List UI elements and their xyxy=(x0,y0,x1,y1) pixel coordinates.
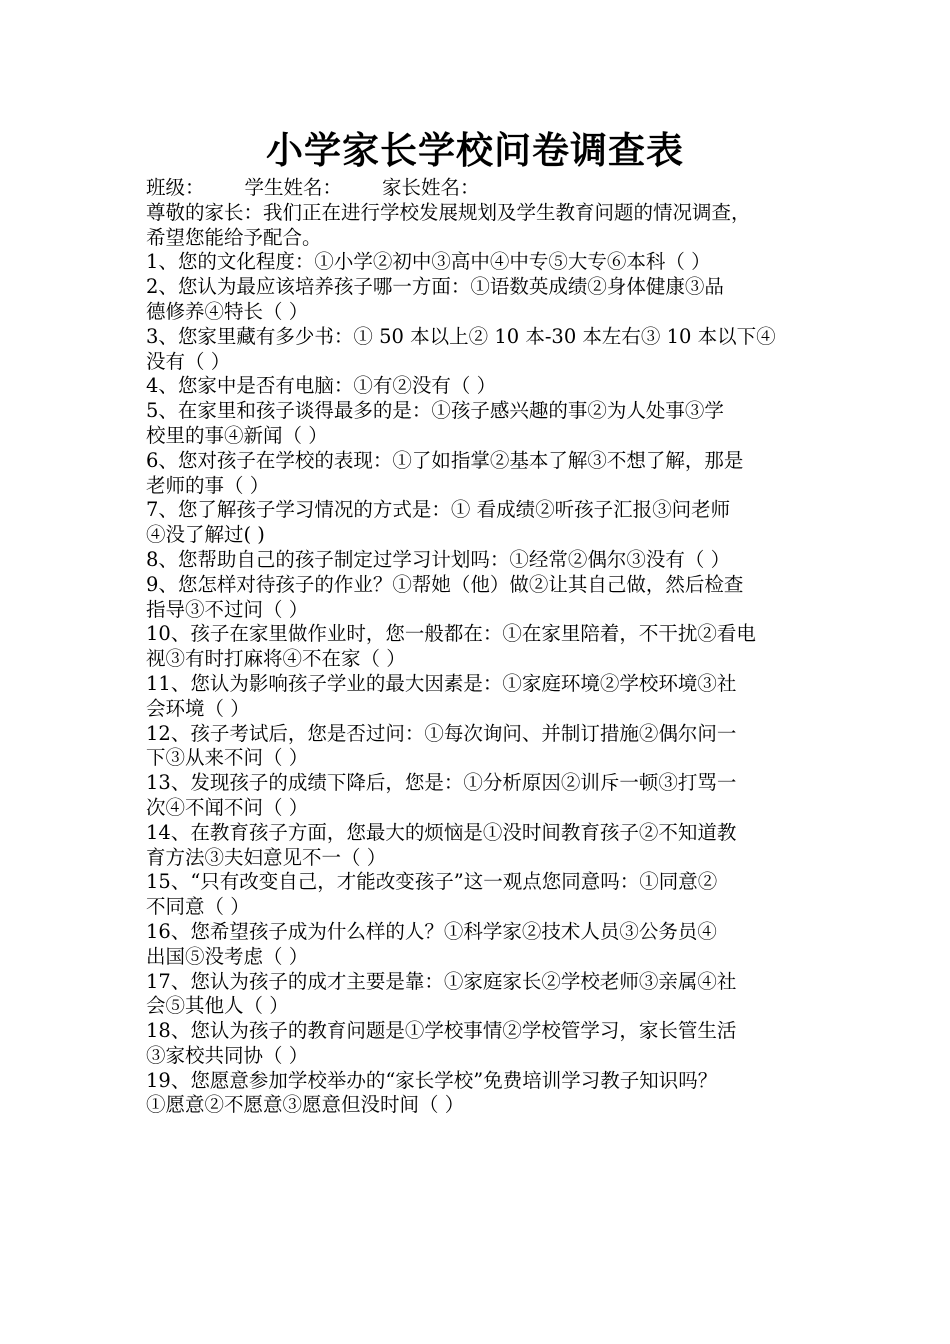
question-line: 视③有时打麻将④不在家（ ） xyxy=(146,647,406,671)
question-line: 不同意（ ） xyxy=(146,895,250,919)
question-line: 13、发现孩子的成绩下降后，您是：①分析原因②训斥一顿③打骂一 xyxy=(146,771,737,795)
question-line: 6、您对孩子在学校的表现：①了如指掌②基本了解③不想了解，那是 xyxy=(146,448,744,472)
question-line: 8、您帮助自己的孩子制定过学习计划吗：①经常②偶尔③没有（ ） xyxy=(146,547,731,571)
question-line: 校里的事④新闻（ ） xyxy=(146,423,328,447)
question-line: 4、您家中是否有电脑：①有②没有（ ） xyxy=(146,374,497,398)
question-line: 次④不闻不问（ ） xyxy=(146,795,309,819)
question-line: 出国⑤没考虑（ ） xyxy=(146,944,309,968)
question-line: 18、您认为孩子的教育问题是①学校事情②学校管学习，家长管生活 xyxy=(146,1019,737,1043)
question-line: ①愿意②不愿意③愿意但没时间（ ） xyxy=(146,1093,465,1117)
question-line: 5、在家里和孩子谈得最多的是：①孩子感兴趣的事②为人处事③学 xyxy=(146,399,724,423)
question-line: 17、您认为孩子的成才主要是靠：①家庭家长②学校老师③亲属④社 xyxy=(146,969,737,993)
question-line: 7、您了解孩子学习情况的方式是：① 看成绩②听孩子汇报③问老师 xyxy=(146,498,731,522)
student-name-label: 学生姓名： xyxy=(244,176,343,199)
question-line: 9、您怎样对待孩子的作业？①帮她（他）做②让其自己做，然后检查 xyxy=(146,572,744,596)
question-line: ③家校共同协（ ） xyxy=(146,1043,309,1067)
question-line: 德修养④特长（ ） xyxy=(146,299,309,323)
survey-body xyxy=(146,176,816,1118)
intro-line: 尊敬的家长：我们正在进行学校发展规划及学生教育问题的情况调查， xyxy=(146,200,751,224)
question-line: 3、您家里藏有多少书：① 50 本以上② 10 本-30 本左右③ 10 本以下④ xyxy=(146,324,776,348)
question-line: 10、孩子在家里做作业时，您一般都在：①在家里陪着，不干扰②看电 xyxy=(146,622,756,646)
question-line: 16、您希望孩子成为什么样的人？①科学家②技术人员③公务员④ xyxy=(146,919,717,943)
question-line: 1、您的文化程度：①小学②初中③高中④中专⑤大专⑥本科（ ） xyxy=(146,250,711,274)
question-line: 会⑤其他人（ ） xyxy=(146,994,289,1018)
question-line: 2、您认为最应该培养孩子哪一方面：①语数英成绩②身体健康③品 xyxy=(146,275,724,299)
class-label: 班级： xyxy=(146,176,205,199)
parent-name-label: 家长姓名： xyxy=(382,176,480,199)
question-line: 下③从来不问（ ） xyxy=(146,746,309,770)
question-line: 老师的事（ ） xyxy=(146,473,270,497)
question-line: 15、“只有改变自己，才能改变孩子”这一观点您同意吗：①同意② xyxy=(146,870,718,894)
question-line: 11、您认为影响孩子学业的最大因素是：①家庭环境②学校环境③社 xyxy=(146,671,737,695)
info-fields-line xyxy=(146,176,816,201)
page-title: 小学家长学校问卷调查表 xyxy=(266,128,684,172)
question-line: 育方法③夫妇意见不一（ ） xyxy=(146,845,387,869)
question-line: 14、在教育孩子方面，您最大的烦恼是①没时间教育孩子②不知道教 xyxy=(146,820,737,844)
question-line: 指导③不过问（ ） xyxy=(146,597,309,621)
question-line: 没有（ ） xyxy=(146,349,231,373)
question-line: 19、您愿意参加学校举办的“家长学校”免费培训学习教子知识吗？ xyxy=(146,1068,718,1092)
question-line: 会环境（ ） xyxy=(146,696,250,720)
intro-line: 希望您能给予配合。 xyxy=(146,225,322,249)
question-line: 12、孩子考试后，您是否过问：①每次询问、并制订措施②偶尔问一 xyxy=(146,721,737,745)
question-line: ④没了解过( ) xyxy=(146,523,265,547)
